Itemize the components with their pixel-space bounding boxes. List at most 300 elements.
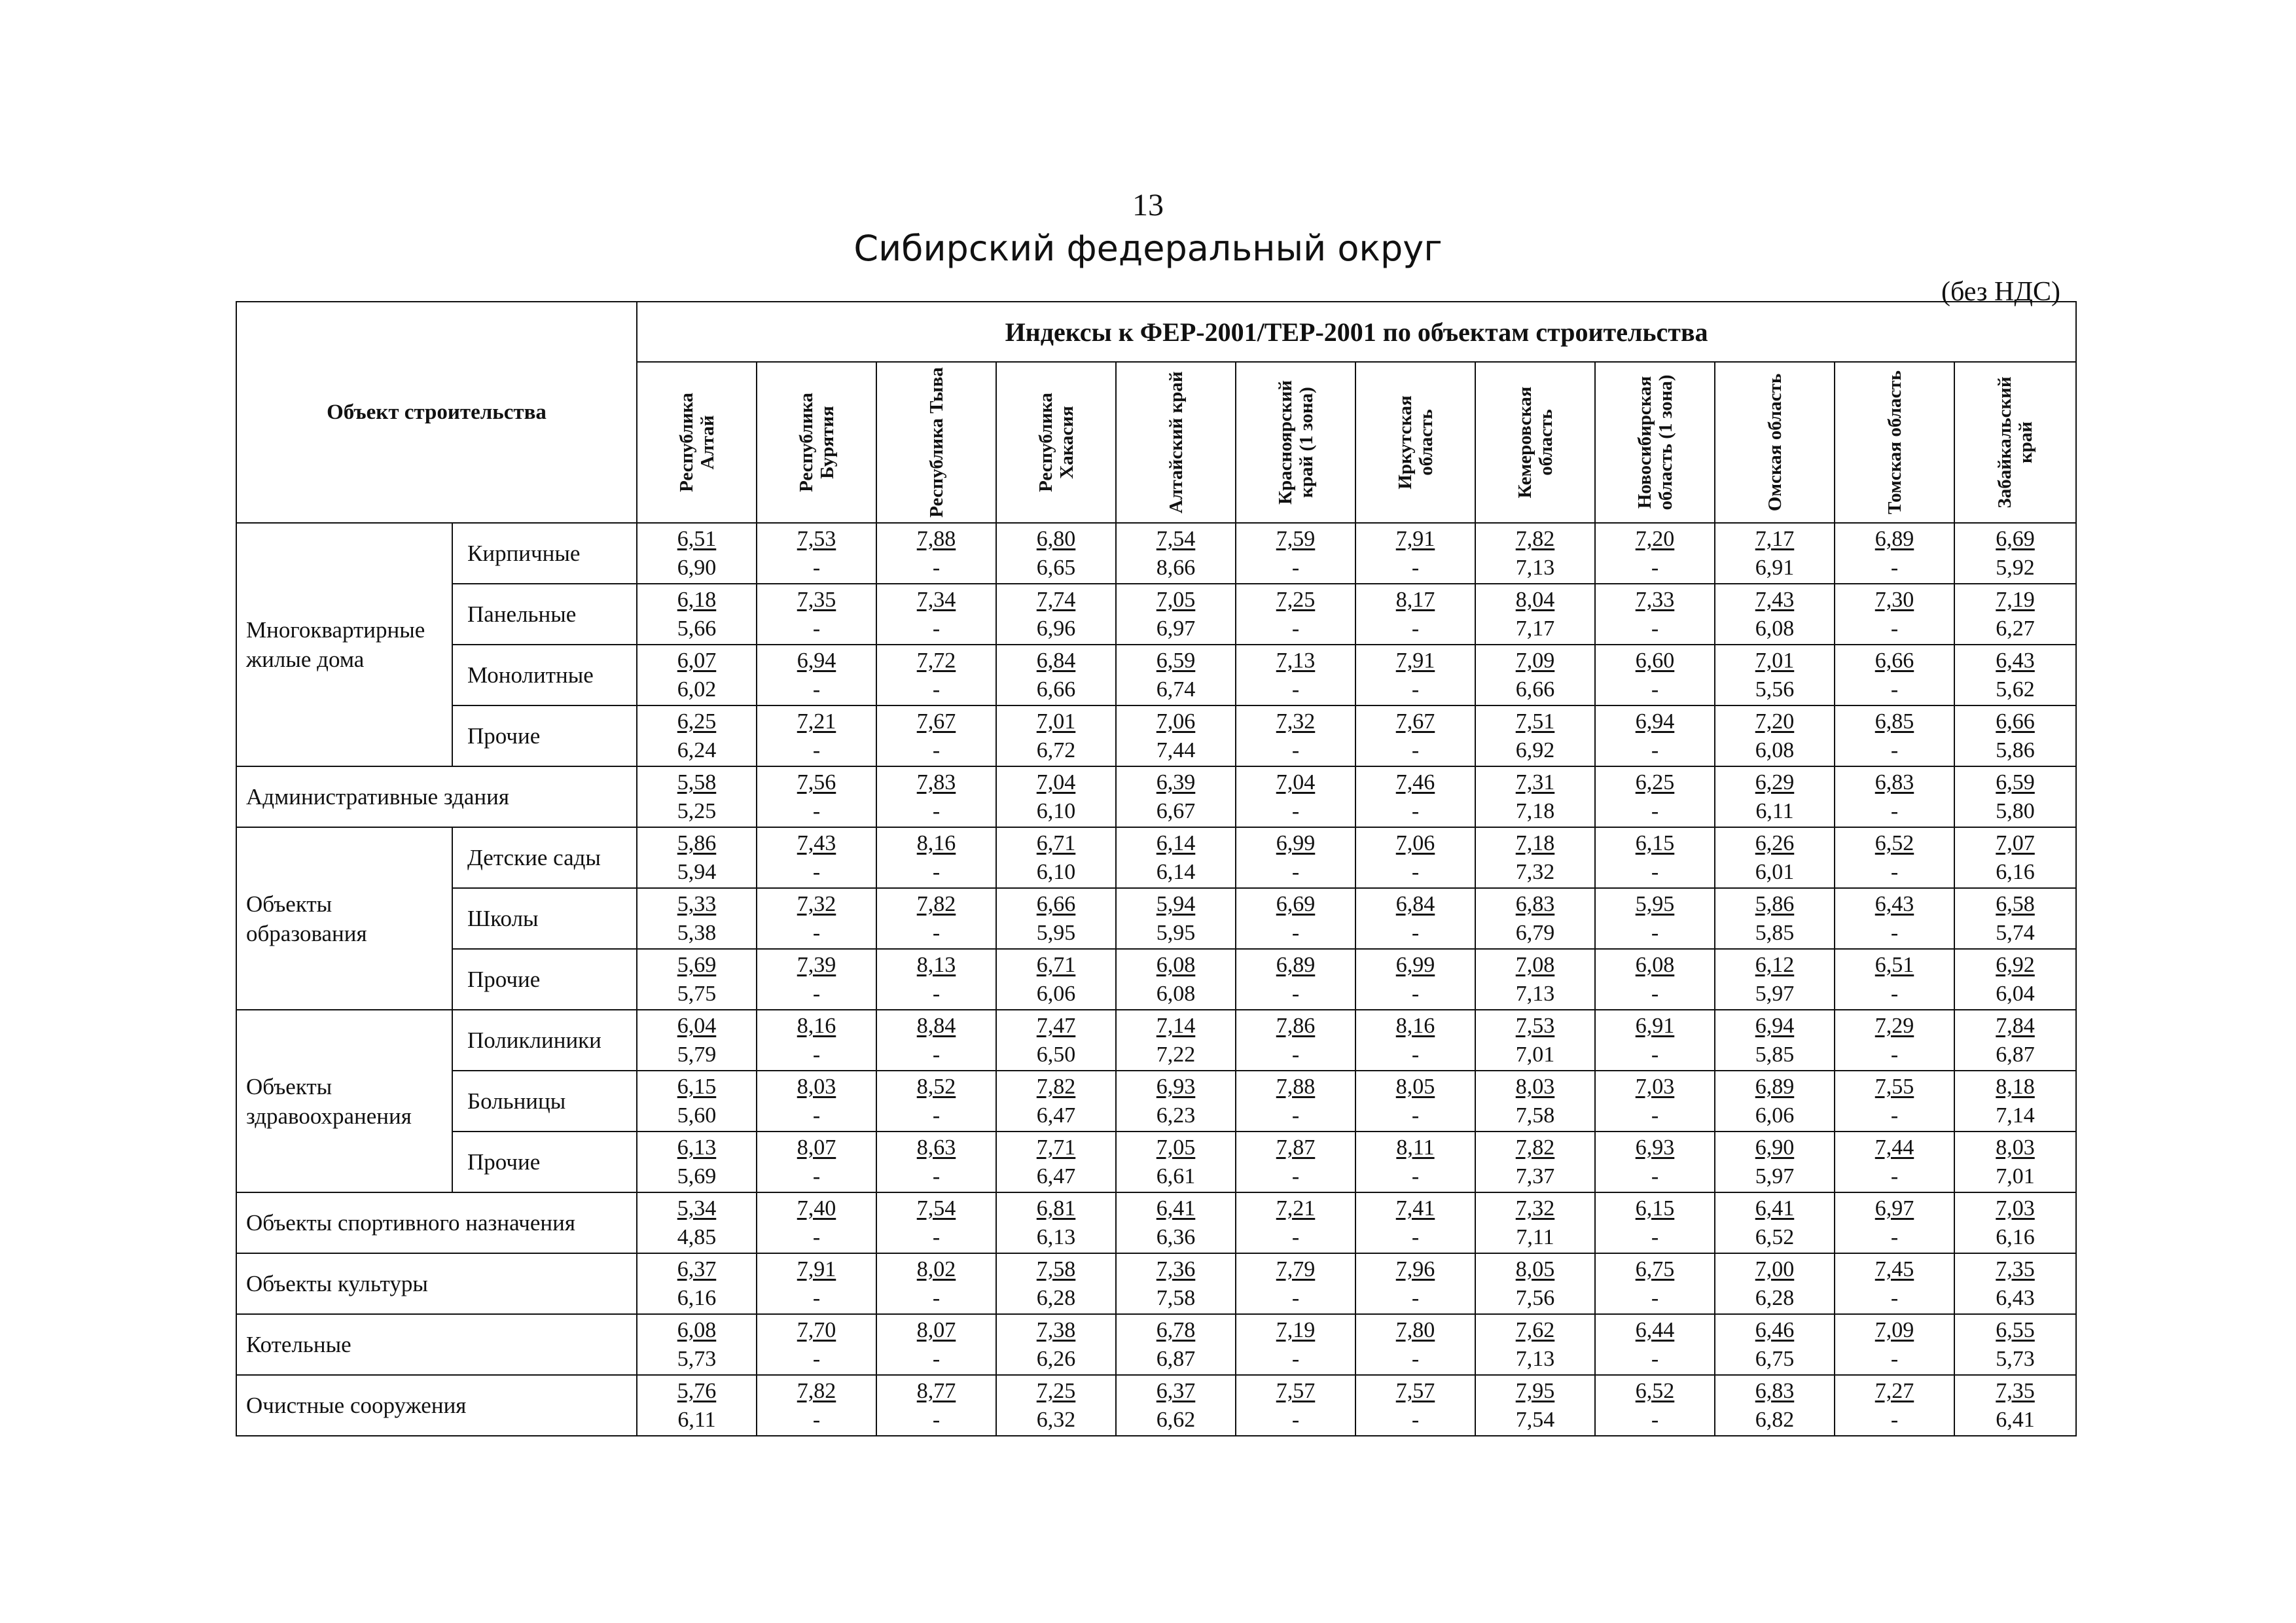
index-cell	[637, 827, 757, 888]
index-cell	[1715, 1132, 1835, 1192]
index-value-1: 7,46	[1395, 770, 1435, 794]
index-cell	[1595, 949, 1715, 1010]
index-value-1: 6,83	[1874, 770, 1914, 794]
index-value-1: 6,91	[1635, 1013, 1675, 1038]
object-label: Котельные	[236, 1314, 637, 1375]
region-header	[1715, 362, 1835, 523]
index-cell	[637, 1132, 757, 1192]
index-cell	[1475, 1071, 1595, 1132]
index-value-1: 6,51	[677, 526, 717, 551]
index-cell	[1116, 1132, 1236, 1192]
index-value-2: -	[1890, 920, 1899, 945]
index-value-2: -	[1291, 981, 1300, 1006]
index-value-1: 7,96	[1395, 1257, 1435, 1281]
index-value-2: 6,65	[1036, 555, 1076, 580]
index-value-1: 7,62	[1515, 1317, 1555, 1342]
index-value-1: 7,71	[1036, 1135, 1076, 1160]
index-cell	[1236, 766, 1355, 827]
index-value-1: 7,84	[1996, 1013, 2035, 1038]
index-cell	[1116, 1192, 1236, 1253]
vat-note: (без НДС)	[1941, 277, 2060, 307]
index-value-2: -	[1411, 1103, 1420, 1128]
index-value-1: 7,20	[1755, 709, 1795, 734]
index-table-wrapper	[236, 301, 2077, 1436]
index-value-2: -	[1651, 1042, 1659, 1067]
index-value-1: 8,17	[1395, 587, 1435, 612]
index-value-1: 8,03	[1996, 1135, 2035, 1160]
index-cell	[876, 1253, 996, 1314]
index-value-1: 7,00	[1755, 1257, 1795, 1281]
index-value-2: 7,22	[1156, 1042, 1196, 1067]
index-value-2: 6,26	[1036, 1346, 1076, 1371]
index-value-1: 7,59	[1276, 526, 1316, 551]
index-value-2: -	[1890, 981, 1899, 1006]
index-value-2: 6,10	[1036, 859, 1076, 884]
index-value-1: 7,57	[1276, 1378, 1316, 1403]
index-value-2: -	[932, 555, 941, 580]
index-cell	[876, 705, 996, 766]
index-cell	[1355, 949, 1475, 1010]
table-row	[236, 1253, 2076, 1314]
index-value-1: 7,44	[1874, 1135, 1914, 1160]
index-value-1: 6,69	[1276, 891, 1316, 916]
index-value-1: 7,91	[797, 1257, 836, 1281]
index-value-1: 6,37	[677, 1257, 717, 1281]
index-value-1: 6,78	[1156, 1317, 1196, 1342]
index-value-1: 7,21	[797, 709, 836, 734]
index-cell	[1355, 766, 1475, 827]
index-value-2: 7,44	[1156, 738, 1196, 762]
index-value-2: -	[1291, 859, 1300, 884]
index-value-1: 8,05	[1395, 1074, 1435, 1099]
index-value-1: 7,01	[1036, 709, 1076, 734]
index-cell	[1236, 1132, 1355, 1192]
index-cell	[757, 1010, 876, 1071]
index-cell	[757, 1071, 876, 1132]
index-value-2: -	[932, 1103, 941, 1128]
index-value-2: -	[1651, 1164, 1659, 1188]
index-cell	[1475, 1010, 1595, 1071]
index-value-1: 7,82	[916, 891, 956, 916]
index-value-2: 4,85	[677, 1224, 717, 1249]
index-value-2: 5,62	[1996, 677, 2035, 702]
region-header	[1475, 362, 1595, 523]
index-value-1: 6,84	[1036, 648, 1076, 673]
region-header	[876, 362, 996, 523]
index-value-2: -	[1411, 616, 1420, 641]
index-value-1: 7,03	[1996, 1196, 2035, 1221]
index-value-1: 7,09	[1515, 648, 1555, 673]
index-value-2: 7,58	[1515, 1103, 1555, 1128]
object-header: Объект строительства	[236, 302, 637, 523]
index-value-2: -	[812, 859, 821, 884]
index-value-1: 6,51	[1874, 952, 1914, 977]
table-row	[236, 1071, 2076, 1132]
index-value-1: 6,26	[1755, 830, 1795, 855]
index-value-2: -	[1890, 1346, 1899, 1371]
index-value-2: -	[1651, 616, 1659, 641]
index-value-2: -	[1411, 1224, 1420, 1249]
index-value-1: 7,55	[1874, 1074, 1914, 1099]
index-cell	[637, 523, 757, 584]
index-cell	[1954, 523, 2076, 584]
index-cell	[1715, 523, 1835, 584]
table-row	[236, 705, 2076, 766]
index-cell	[1954, 827, 2076, 888]
index-cell	[1116, 1071, 1236, 1132]
index-value-2: 7,56	[1515, 1285, 1555, 1310]
index-value-2: -	[1890, 1285, 1899, 1310]
index-value-2: -	[1651, 677, 1659, 702]
index-value-2: -	[812, 1042, 821, 1067]
index-value-1: 7,38	[1036, 1317, 1076, 1342]
index-value-1: 7,06	[1156, 709, 1196, 734]
index-value-1: 7,21	[1276, 1196, 1316, 1221]
index-value-2: -	[1411, 1285, 1420, 1310]
index-cell	[1954, 1375, 2076, 1436]
index-value-1: 6,90	[1755, 1135, 1795, 1160]
index-value-1: 5,69	[677, 952, 717, 977]
index-value-2: 6,62	[1156, 1407, 1196, 1432]
index-cell	[637, 888, 757, 949]
index-value-2: -	[812, 1164, 821, 1188]
index-value-1: 8,16	[1395, 1013, 1435, 1038]
index-value-2: 6,43	[1996, 1285, 2035, 1310]
index-value-1: 6,44	[1635, 1317, 1675, 1342]
index-value-2: -	[1411, 677, 1420, 702]
index-cell	[1595, 1192, 1715, 1253]
index-value-2: -	[1890, 677, 1899, 702]
index-value-1: 7,82	[797, 1378, 836, 1403]
index-cell	[1116, 888, 1236, 949]
index-cell	[757, 1132, 876, 1192]
index-value-2: 6,97	[1156, 616, 1196, 641]
index-value-1: 6,08	[677, 1317, 717, 1342]
index-value-2: -	[1890, 738, 1899, 762]
index-value-1: 5,58	[677, 770, 717, 794]
index-value-1: 7,29	[1874, 1013, 1914, 1038]
index-value-1: 6,13	[677, 1135, 717, 1160]
index-cell	[876, 523, 996, 584]
index-value-1: 6,43	[1874, 891, 1914, 916]
index-cell	[1475, 705, 1595, 766]
index-cell	[1595, 827, 1715, 888]
index-cell	[1236, 1314, 1355, 1375]
index-cell	[1475, 645, 1595, 705]
index-value-2: 5,94	[677, 859, 717, 884]
index-value-1: 7,25	[1276, 587, 1316, 612]
index-value-1: 7,04	[1036, 770, 1076, 794]
index-cell	[1954, 584, 2076, 645]
index-value-2: 6,08	[1755, 616, 1795, 641]
index-span-header: Индексы к ФЕР-2001/ТЕР-2001 по объектам строительства	[637, 302, 2076, 362]
index-value-2: 5,69	[677, 1164, 717, 1188]
index-value-2: 6,23	[1156, 1103, 1196, 1128]
index-value-1: 7,34	[916, 587, 956, 612]
index-value-2: 7,11	[1516, 1224, 1554, 1249]
index-value-1: 6,41	[1156, 1196, 1196, 1221]
index-cell	[1715, 1253, 1835, 1314]
index-value-2: -	[1291, 1407, 1300, 1432]
index-cell	[1595, 645, 1715, 705]
index-value-1: 7,19	[1996, 587, 2035, 612]
index-value-1: 6,04	[677, 1013, 717, 1038]
index-value-2: -	[1291, 1285, 1300, 1310]
index-value-2: 7,54	[1515, 1407, 1555, 1432]
index-value-1: 6,25	[1635, 770, 1675, 794]
index-value-1: 6,93	[1635, 1135, 1675, 1160]
index-value-2: -	[1291, 555, 1300, 580]
index-value-2: 6,66	[1515, 677, 1555, 702]
index-value-1: 6,99	[1276, 830, 1316, 855]
index-value-1: 7,67	[1395, 709, 1435, 734]
index-value-2: -	[1291, 1103, 1300, 1128]
index-cell	[1475, 827, 1595, 888]
index-value-2: -	[1291, 616, 1300, 641]
index-value-2: -	[1890, 1164, 1899, 1188]
index-value-1: 6,94	[1755, 1013, 1795, 1038]
region-header	[1954, 362, 2076, 523]
index-value-1: 7,91	[1395, 526, 1435, 551]
index-cell	[876, 827, 996, 888]
index-cell	[1355, 888, 1475, 949]
index-value-1: 6,15	[1635, 1196, 1675, 1221]
index-value-1: 7,56	[797, 770, 836, 794]
index-value-1: 7,19	[1276, 1317, 1316, 1342]
index-value-1: 8,05	[1515, 1257, 1555, 1281]
index-value-2: -	[932, 1224, 941, 1249]
index-value-2: 5,66	[677, 616, 717, 641]
index-cell	[757, 584, 876, 645]
index-value-2: 6,10	[1036, 798, 1076, 823]
index-value-1: 8,63	[916, 1135, 956, 1160]
index-value-1: 6,12	[1755, 952, 1795, 977]
region-header-label: Республика Хакасия	[1035, 393, 1077, 492]
index-value-1: 6,58	[1996, 891, 2035, 916]
index-value-2: 5,75	[677, 981, 717, 1006]
index-value-1: 6,60	[1635, 648, 1675, 673]
index-value-2: -	[1890, 1407, 1899, 1432]
index-cell	[1835, 888, 1954, 949]
index-value-1: 7,30	[1874, 587, 1914, 612]
index-value-1: 7,67	[916, 709, 956, 734]
index-value-2: 5,79	[677, 1042, 717, 1067]
index-value-1: 6,18	[677, 587, 717, 612]
index-value-2: 6,50	[1036, 1042, 1076, 1067]
index-cell	[996, 645, 1116, 705]
index-value-2: -	[932, 677, 941, 702]
index-value-1: 7,39	[797, 952, 836, 977]
index-value-1: 7,82	[1515, 526, 1555, 551]
index-value-1: 7,14	[1156, 1013, 1196, 1038]
index-value-2: -	[1291, 677, 1300, 702]
index-value-1: 8,84	[916, 1013, 956, 1038]
index-cell	[1954, 949, 2076, 1010]
index-value-1: 7,53	[1515, 1013, 1555, 1038]
index-cell	[876, 1132, 996, 1192]
index-value-1: 7,01	[1755, 648, 1795, 673]
index-cell	[1116, 645, 1236, 705]
region-header	[637, 362, 757, 523]
index-cell	[1595, 1132, 1715, 1192]
index-cell	[757, 766, 876, 827]
index-value-1: 7,47	[1036, 1013, 1076, 1038]
index-value-1: 7,32	[1515, 1196, 1555, 1221]
index-value-2: -	[932, 1164, 941, 1188]
index-cell	[1835, 949, 1954, 1010]
index-value-1: 7,91	[1395, 648, 1435, 673]
index-cell	[996, 1132, 1116, 1192]
index-cell	[876, 1071, 996, 1132]
index-value-1: 7,07	[1996, 830, 2035, 855]
index-value-1: 6,66	[1996, 709, 2035, 734]
index-value-1: 7,82	[1515, 1135, 1555, 1160]
index-cell	[1835, 1375, 1954, 1436]
index-cell	[1236, 584, 1355, 645]
index-cell	[1595, 1314, 1715, 1375]
index-value-2: 7,37	[1515, 1164, 1555, 1188]
index-cell	[1236, 1253, 1355, 1314]
table-row	[236, 1192, 2076, 1253]
region-header	[1116, 362, 1236, 523]
index-value-2: -	[1651, 981, 1659, 1006]
object-subtype-label: Прочие	[452, 1132, 637, 1192]
index-value-2: -	[1890, 616, 1899, 641]
object-group-label: Объекты образования	[236, 827, 452, 1010]
index-value-2: -	[812, 738, 821, 762]
index-value-1: 7,53	[797, 526, 836, 551]
index-value-1: 6,71	[1036, 952, 1076, 977]
index-value-2: 5,86	[1996, 738, 2035, 762]
index-value-1: 7,27	[1874, 1378, 1914, 1403]
index-value-1: 7,32	[1276, 709, 1316, 734]
region-header-label: Республика Бурятия	[795, 393, 838, 492]
index-cell	[876, 888, 996, 949]
index-value-2: -	[1651, 859, 1659, 884]
index-value-2: -	[1651, 1346, 1659, 1371]
object-label: Очистные сооружения	[236, 1375, 637, 1436]
index-cell	[1835, 1132, 1954, 1192]
index-cell	[1595, 1010, 1715, 1071]
index-value-2: 7,14	[1996, 1103, 2035, 1128]
index-cell	[1116, 1010, 1236, 1071]
index-cell	[876, 645, 996, 705]
index-value-2: -	[812, 1224, 821, 1249]
index-value-1: 7,20	[1635, 526, 1675, 551]
index-value-2: 7,01	[1515, 1042, 1555, 1067]
index-cell	[1715, 645, 1835, 705]
index-cell	[757, 1314, 876, 1375]
index-value-1: 7,87	[1276, 1135, 1316, 1160]
region-header-label: Забайкальский край	[1994, 376, 2037, 508]
index-value-1: 7,79	[1276, 1257, 1316, 1281]
index-value-1: 6,52	[1874, 830, 1914, 855]
index-cell	[1475, 1192, 1595, 1253]
index-value-1: 5,76	[677, 1378, 717, 1403]
index-value-2: -	[1890, 859, 1899, 884]
index-cell	[1715, 584, 1835, 645]
region-header-label: Томская область	[1884, 370, 1905, 514]
index-value-1: 6,81	[1036, 1196, 1076, 1221]
index-cell	[1236, 1192, 1355, 1253]
index-cell	[1355, 705, 1475, 766]
index-cell	[876, 766, 996, 827]
index-cell	[996, 1010, 1116, 1071]
region-header	[1835, 362, 1954, 523]
index-cell	[876, 1375, 996, 1436]
index-cell	[1475, 1375, 1595, 1436]
index-cell	[637, 705, 757, 766]
index-value-2: -	[1291, 1164, 1300, 1188]
index-cell	[1236, 827, 1355, 888]
object-subtype-label: Детские сады	[452, 827, 637, 888]
index-value-1: 6,08	[1635, 952, 1675, 977]
index-cell	[637, 584, 757, 645]
region-header-label: Кемеровская область	[1514, 386, 1556, 499]
index-value-2: 6,14	[1156, 859, 1196, 884]
index-cell	[637, 1314, 757, 1375]
index-value-1: 6,08	[1156, 952, 1196, 977]
index-value-2: 6,72	[1036, 738, 1076, 762]
index-value-2: 6,06	[1036, 981, 1076, 1006]
index-value-2: -	[1651, 798, 1659, 823]
index-cell	[996, 705, 1116, 766]
index-cell	[1595, 584, 1715, 645]
index-value-1: 7,51	[1515, 709, 1555, 734]
index-value-2: -	[932, 859, 941, 884]
index-cell	[637, 1010, 757, 1071]
index-value-1: 7,04	[1276, 770, 1316, 794]
index-cell	[996, 584, 1116, 645]
index-value-2: 6,06	[1755, 1103, 1795, 1128]
index-cell	[1355, 1253, 1475, 1314]
index-value-2: 6,79	[1515, 920, 1555, 945]
index-value-1: 6,94	[1635, 709, 1675, 734]
index-cell	[757, 1253, 876, 1314]
object-subtype-label: Больницы	[452, 1071, 637, 1132]
index-value-1: 7,35	[797, 587, 836, 612]
index-cell	[1355, 645, 1475, 705]
index-value-1: 8,77	[916, 1378, 956, 1403]
index-value-2: 7,32	[1515, 859, 1555, 884]
index-value-2: -	[812, 677, 821, 702]
index-cell	[637, 1253, 757, 1314]
index-value-1: 6,94	[797, 648, 836, 673]
index-value-1: 6,29	[1755, 770, 1795, 794]
index-cell	[1595, 1375, 1715, 1436]
index-value-1: 7,09	[1874, 1317, 1914, 1342]
index-cell	[876, 1010, 996, 1071]
index-value-1: 7,05	[1156, 1135, 1196, 1160]
index-value-2: 6,92	[1515, 738, 1555, 762]
index-cell	[1715, 827, 1835, 888]
index-value-2: -	[1890, 798, 1899, 823]
index-value-1: 8,11	[1396, 1135, 1435, 1160]
index-value-2: 5,85	[1755, 920, 1795, 945]
index-value-2: 5,92	[1996, 555, 2035, 580]
table-row	[236, 1010, 2076, 1071]
index-value-1: 7,88	[1276, 1074, 1316, 1099]
index-cell	[757, 1375, 876, 1436]
index-value-2: -	[1291, 1224, 1300, 1249]
index-value-1: 8,07	[797, 1135, 836, 1160]
index-value-2: -	[1651, 738, 1659, 762]
index-value-1: 8,03	[1515, 1074, 1555, 1099]
index-value-2: 6,08	[1755, 738, 1795, 762]
index-cell	[1355, 1314, 1475, 1375]
index-cell	[1355, 1375, 1475, 1436]
index-cell	[637, 1071, 757, 1132]
